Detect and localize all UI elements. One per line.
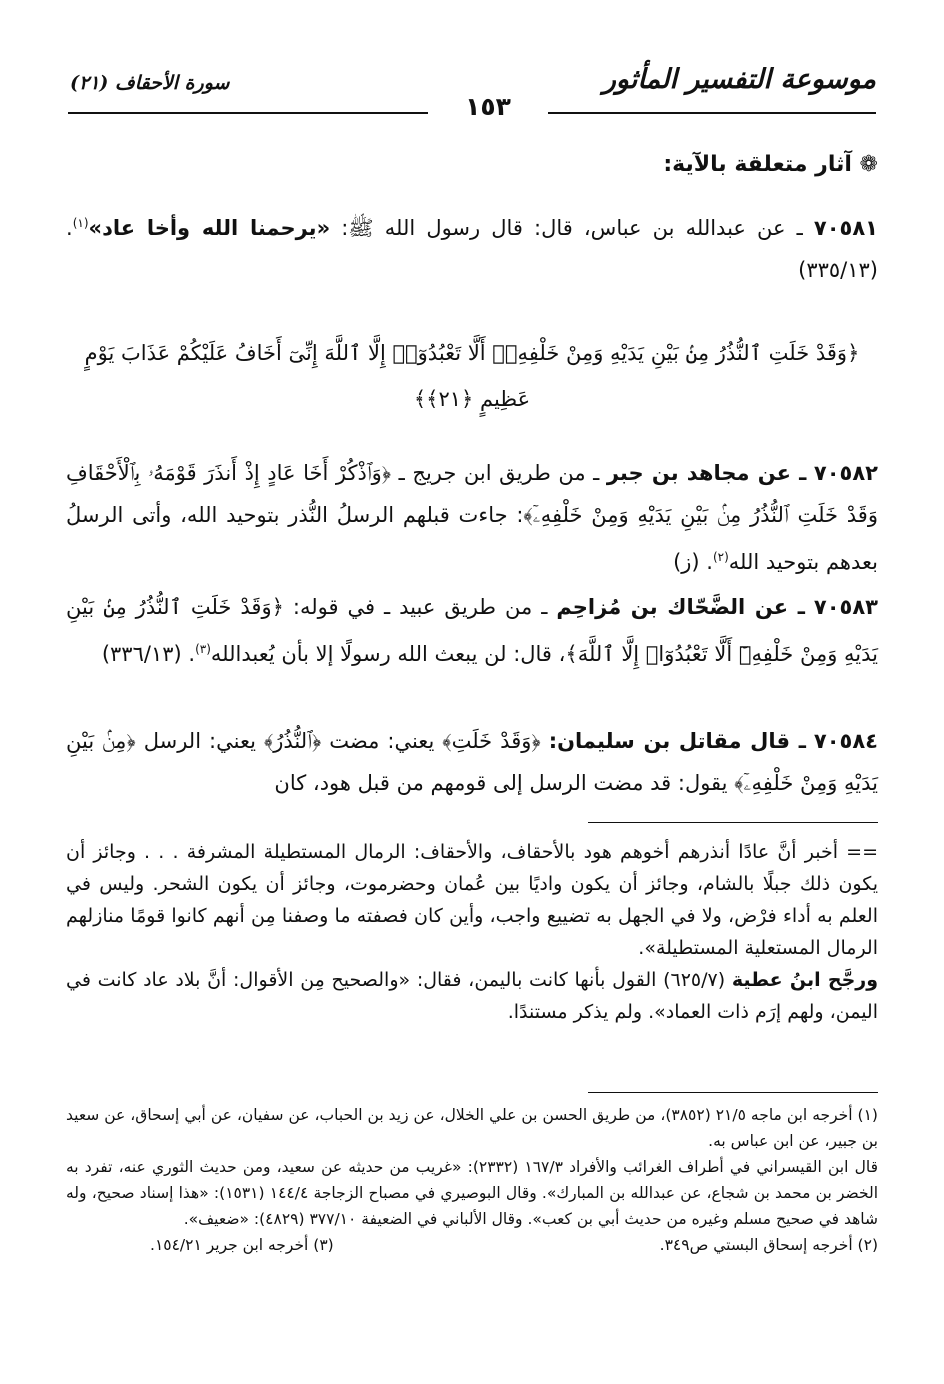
volume-ref: . (٣٣٥/١٣) [66,216,878,282]
narrator: ـ عن الضَّحّاك بن مُزاحِم [556,595,805,619]
book-title: موسوعة التفسير المأثور [602,64,876,95]
quran-verse [66,330,878,422]
entry-text: ـ عن عبدالله بن عباس، قال: قال رسول الله ﷺ: [330,216,803,240]
entry-text: ـ من طريق ابن جريج ـ ﴿وَٱذْكُرْ أَخَا عَادٍ إِذْ أَنذَرَ قَوْمَهُۥ بِٱلْأَحْقَافِ وَقَدْ خَلَتِ ٱلنُّذُرُ مِنۢ بَيْنِ يَدَيْهِ وَمِنْ خَلْفِهِۦٓ﴾: جاءت قبلهم الرسلُ النُّذر بتوحيد الله، وأتى الرسلُ بعدهم بتوحيد الله [66,461,878,574]
footnote-2: (٢) أخرجه إسحاق البستي ص٣٤٩. [659,1236,878,1254]
footnote-3: (٣) أخرجه ابن جرير ١٥٤/٢١. [150,1236,334,1254]
verse-line-2: عَظِيمٍ ﴿٢١﴾﴾ [413,387,531,411]
section-title: ❁ آثار متعلقة بالآية: [663,152,878,177]
entry-70584 [66,720,878,804]
volume-ref: . (ز) [673,550,713,574]
verse-line-1: ﴿وَقَدْ خَلَتِ ٱلنُّذُرُ مِنۢ بَيْنِ يَدَيْهِ وَمِنْ خَلْفِهِۦٓ أَلَّا تَعْبُدُوٓا۟ إِلَّا ٱللَّهَ إِنِّىٓ أَخَافُ عَلَيْكُمْ عَذَابَ يَوْمٍ [84,341,860,365]
narrator: ـ عن مجاهد بن جبر [606,461,807,485]
page-number: ١٥٣ [428,92,548,121]
footnotes [66,1102,878,1258]
entry-number: ٧٠٥٨١ [813,216,878,240]
footnote-1-commentary: قال ابن القيسراني في أطراف الغرائب والأفراد ١٦٧/٣ (٢٣٣٢): «غريب من حديثه عن سعيد، ومن حديث الثوري عنه، تفرد به الخضر بن محمد بن شجاع، عن عبدالله بن المبارك». وقال البوصيري في مصباح الزجاجة ١٤٤/٤ (١٥٣١): «هذا إسناد صحيح، وله شاهد في صحيح مسلم وغيره من حديث أبي بن كعب». وقال الألباني في الضعيفة ٣٧٧/١٠ (٤٨٢٩): «ضعيف». [66,1158,878,1228]
entry-text: ﴿وَقَدْ خَلَتِ﴾ يعني: مضت ﴿ٱلنُّذُرُ﴾ يعني: الرسل ﴿مِنۢ بَيْنِ يَدَيْهِ وَمِنْ خَلْفِهِۦٓ﴾ يقول: قد مضت الرسل إلى قومهم من قبل هود، كان [66,729,878,795]
commentary-note [66,836,878,1028]
footnotes-2-3 [66,1232,878,1258]
footnote-1: (١) أخرجه ابن ماجه ٢١/٥ (٣٨٥٢)، من طريق الحسن بن علي الخلال، عن زيد بن الحباب، عن سفيان، عن أبي إسحاق، عن سعيد بن جبير، عن ابن عباس به. [66,1106,878,1150]
entry-70583 [66,586,878,675]
volume-ref: . (٣٣٦/١٣) [101,642,196,666]
running-header [68,58,876,122]
entry-number: ٧٠٥٨٢ [813,461,878,485]
entry-number: ٧٠٥٨٤ [813,729,878,753]
entry-70582 [66,452,878,583]
narrator: ـ قال مقاتل بن سليمان: [548,729,806,753]
footnote-rule [588,1092,878,1093]
note-paragraph-2: ورجَّح ابنُ عطية (٦٢٥/٧) القول بأنها كانت باليمن، فقال: «والصحيح مِن الأقوال: أنَّ بلاد عاد كانت في اليمن، ولهم إرَم ذات العماد». ولم يذكر مستندًا. [66,969,879,1023]
entry-number: ٧٠٥٨٣ [813,595,878,619]
footnote-marker: (٣) [195,642,211,656]
scholar-name: ورجَّح ابنُ عطية [731,969,879,991]
footnote-marker: (١) [72,216,89,230]
surah-label: سورة الأحقاف (٢١) [70,72,230,94]
entry-70581 [66,202,878,291]
footnote-marker: (٢) [712,550,729,564]
note-rule [588,822,878,823]
note-paragraph-1: == أخبر أنَّ عادًا أنذرهم أخوهم هود بالأحقاف، والأحقاف: الرمال المستطيلة المشرفة . . . وجائز أن يكون ذلك جبلًا بالشام، وجائز أن يكون واديًا بين عُمان وحضرموت، وجائز أن يكون الشحر. وليس في العلم به أداء فرْض، ولا في الجهل به تضييع واجب، وأين كان فصفته ما وصفنا مِن أنهم كانوا قومًا منازلهم الرمال المستعلية المستطيلة». [66,841,878,959]
entry-text: ـ من طريق عبيد ـ في قوله: ﴿وَقَدْ خَلَتِ ٱلنُّذُرُ مِنۢ بَيْنِ يَدَيْهِ وَمِنْ خَلْفِهِۦٓ أَلَّا تَعْبُدُوٓا۟ إِلَّا ٱللَّهَ﴾، قال: لن يبعث الله رسولًا إلا بأن يُعبدالله [66,595,878,666]
hadith-quote: «يرحمنا الله وأخا عاد» [88,216,331,240]
